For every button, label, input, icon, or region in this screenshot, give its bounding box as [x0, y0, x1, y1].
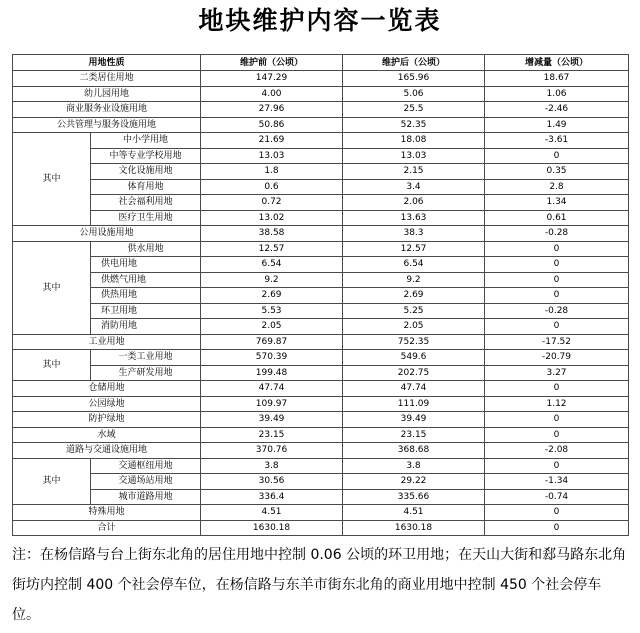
after-cell: 23.15	[343, 427, 485, 443]
after-cell: 9.2	[343, 272, 485, 288]
table-row	[13, 257, 629, 273]
table-row	[13, 71, 629, 87]
delta-cell: 0	[485, 257, 629, 273]
before-cell: 147.29	[201, 71, 343, 87]
land-type-cell: 中小学用地	[91, 133, 201, 149]
before-cell: 9.2	[201, 272, 343, 288]
group-label: 其中	[13, 133, 91, 226]
delta-cell: 0.35	[485, 164, 629, 180]
before-cell: 30.56	[201, 474, 343, 490]
land-type-cell: 防护绿地	[13, 412, 201, 428]
delta-cell: 1.06	[485, 86, 629, 102]
before-cell: 13.02	[201, 210, 343, 226]
table-row	[13, 520, 629, 536]
delta-cell: 0	[485, 520, 629, 536]
land-type-cell: 仓储用地	[13, 381, 201, 397]
land-type-cell: 体育用地	[91, 179, 201, 195]
after-cell: 549.6	[343, 350, 485, 366]
footnote: 注：在杨信路与台上街东北角的居住用地中控制 0.06 公顷的环卫用地；在天山大街和郄马路东北角街坊内控制 400 个社会停车位，在杨信路与东羊市街东北角的商业用地中控制 450 个社会停车位。	[12, 547, 627, 623]
delta-cell: 18.67	[485, 71, 629, 87]
land-type-cell: 商业服务业设施用地	[13, 102, 201, 118]
table-row	[13, 133, 629, 149]
before-cell: 4.51	[201, 505, 343, 521]
land-type-cell: 环卫用地	[91, 303, 201, 319]
land-type-cell: 交通场站用地	[91, 474, 201, 490]
delta-cell: 3.27	[485, 365, 629, 381]
after-cell: 52.35	[343, 117, 485, 133]
land-type-cell: 生产研发用地	[91, 365, 201, 381]
after-cell: 29.22	[343, 474, 485, 490]
delta-cell: 1.12	[485, 396, 629, 412]
table-row	[13, 427, 629, 443]
after-cell: 202.75	[343, 365, 485, 381]
delta-cell: -17.52	[485, 334, 629, 350]
after-cell: 5.06	[343, 86, 485, 102]
after-cell: 111.09	[343, 396, 485, 412]
table-row	[13, 179, 629, 195]
before-cell: 5.53	[201, 303, 343, 319]
before-cell: 1.8	[201, 164, 343, 180]
land-type-cell: 交通枢纽用地	[91, 458, 201, 474]
after-cell: 2.06	[343, 195, 485, 211]
table-row	[13, 241, 629, 257]
after-cell: 6.54	[343, 257, 485, 273]
land-type-cell: 二类居住用地	[13, 71, 201, 87]
after-cell: 2.05	[343, 319, 485, 335]
header-after: 维护后（公顷）	[343, 55, 485, 71]
after-cell: 752.35	[343, 334, 485, 350]
table-row	[13, 381, 629, 397]
before-cell: 4.00	[201, 86, 343, 102]
delta-cell: 2.8	[485, 179, 629, 195]
header-before: 维护前（公顷）	[201, 55, 343, 71]
page-title: 地块维护内容一览表	[198, 6, 442, 35]
delta-cell: 0	[485, 241, 629, 257]
before-cell: 47.74	[201, 381, 343, 397]
delta-cell: 0	[485, 148, 629, 164]
table-row	[13, 505, 629, 521]
before-cell: 1630.18	[201, 520, 343, 536]
land-type-cell: 道路与交通设施用地	[13, 443, 201, 459]
delta-cell: -0.28	[485, 303, 629, 319]
before-cell: 3.8	[201, 458, 343, 474]
table-row	[13, 489, 629, 505]
land-type-cell: 幼儿园用地	[13, 86, 201, 102]
table-row	[13, 443, 629, 459]
after-cell: 18.08	[343, 133, 485, 149]
after-cell: 3.8	[343, 458, 485, 474]
land-type-cell: 水域	[13, 427, 201, 443]
table-row	[13, 148, 629, 164]
table-row	[13, 396, 629, 412]
table-header-row	[13, 55, 629, 71]
table-row	[13, 117, 629, 133]
after-cell: 47.74	[343, 381, 485, 397]
table-row	[13, 86, 629, 102]
delta-cell: 0	[485, 381, 629, 397]
before-cell: 570.39	[201, 350, 343, 366]
land-type-cell: 中等专业学校用地	[91, 148, 201, 164]
table-row	[13, 164, 629, 180]
delta-cell: -1.34	[485, 474, 629, 490]
table-row	[13, 319, 629, 335]
before-cell: 50.86	[201, 117, 343, 133]
land-type-cell: 工业用地	[13, 334, 201, 350]
delta-cell: 0	[485, 272, 629, 288]
delta-cell: -0.74	[485, 489, 629, 505]
before-cell: 109.97	[201, 396, 343, 412]
before-cell: 38.58	[201, 226, 343, 242]
delta-cell: -3.61	[485, 133, 629, 149]
land-type-cell: 城市道路用地	[91, 489, 201, 505]
after-cell: 368.68	[343, 443, 485, 459]
delta-cell: 1.49	[485, 117, 629, 133]
land-type-cell: 公园绿地	[13, 396, 201, 412]
group-label: 其中	[13, 458, 91, 505]
delta-cell: -2.08	[485, 443, 629, 459]
delta-cell: 0	[485, 288, 629, 304]
land-type-cell: 文化设施用地	[91, 164, 201, 180]
header-land-type: 用地性质	[13, 55, 201, 71]
before-cell: 2.05	[201, 319, 343, 335]
land-type-cell: 供水用地	[91, 241, 201, 257]
delta-cell: 0	[485, 319, 629, 335]
before-cell: 769.87	[201, 334, 343, 350]
table-row	[13, 102, 629, 118]
after-cell: 25.5	[343, 102, 485, 118]
after-cell: 13.63	[343, 210, 485, 226]
delta-cell: 0	[485, 505, 629, 521]
after-cell: 2.69	[343, 288, 485, 304]
delta-cell: 0	[485, 427, 629, 443]
land-type-cell: 一类工业用地	[91, 350, 201, 366]
land-type-cell: 公共管理与服务设施用地	[13, 117, 201, 133]
table-row	[13, 412, 629, 428]
group-label: 其中	[13, 241, 91, 334]
after-cell: 2.15	[343, 164, 485, 180]
table-row	[13, 365, 629, 381]
delta-cell: -0.28	[485, 226, 629, 242]
land-type-cell: 供燃气用地	[91, 272, 201, 288]
before-cell: 23.15	[201, 427, 343, 443]
table-row	[13, 288, 629, 304]
after-cell: 5.25	[343, 303, 485, 319]
land-use-table	[12, 54, 629, 536]
land-type-cell: 供电用地	[91, 257, 201, 273]
after-cell: 12.57	[343, 241, 485, 257]
table-row	[13, 458, 629, 474]
after-cell: 4.51	[343, 505, 485, 521]
before-cell: 2.69	[201, 288, 343, 304]
before-cell: 0.72	[201, 195, 343, 211]
before-cell: 370.76	[201, 443, 343, 459]
table-row	[13, 210, 629, 226]
group-label: 其中	[13, 350, 91, 381]
land-type-cell: 公用设施用地	[13, 226, 201, 242]
after-cell: 1630.18	[343, 520, 485, 536]
delta-cell: -2.46	[485, 102, 629, 118]
table-row	[13, 334, 629, 350]
land-type-cell: 供热用地	[91, 288, 201, 304]
table-row	[13, 303, 629, 319]
table-row	[13, 272, 629, 288]
land-type-cell: 特殊用地	[13, 505, 201, 521]
delta-cell: -20.79	[485, 350, 629, 366]
land-type-cell: 社会福利用地	[91, 195, 201, 211]
before-cell: 199.48	[201, 365, 343, 381]
after-cell: 3.4	[343, 179, 485, 195]
after-cell: 335.66	[343, 489, 485, 505]
header-delta: 增减量（公顷）	[485, 55, 629, 71]
after-cell: 38.3	[343, 226, 485, 242]
before-cell: 21.69	[201, 133, 343, 149]
table-row	[13, 195, 629, 211]
table-row	[13, 474, 629, 490]
before-cell: 6.54	[201, 257, 343, 273]
after-cell: 39.49	[343, 412, 485, 428]
after-cell: 13.03	[343, 148, 485, 164]
table-row	[13, 226, 629, 242]
land-type-cell: 合计	[13, 520, 201, 536]
before-cell: 0.6	[201, 179, 343, 195]
before-cell: 336.4	[201, 489, 343, 505]
after-cell: 165.96	[343, 71, 485, 87]
delta-cell: 0	[485, 412, 629, 428]
delta-cell: 0	[485, 458, 629, 474]
before-cell: 13.03	[201, 148, 343, 164]
delta-cell: 0.61	[485, 210, 629, 226]
land-type-cell: 消防用地	[91, 319, 201, 335]
land-type-cell: 医疗卫生用地	[91, 210, 201, 226]
before-cell: 27.96	[201, 102, 343, 118]
before-cell: 12.57	[201, 241, 343, 257]
before-cell: 39.49	[201, 412, 343, 428]
table-row	[13, 350, 629, 366]
delta-cell: 1.34	[485, 195, 629, 211]
